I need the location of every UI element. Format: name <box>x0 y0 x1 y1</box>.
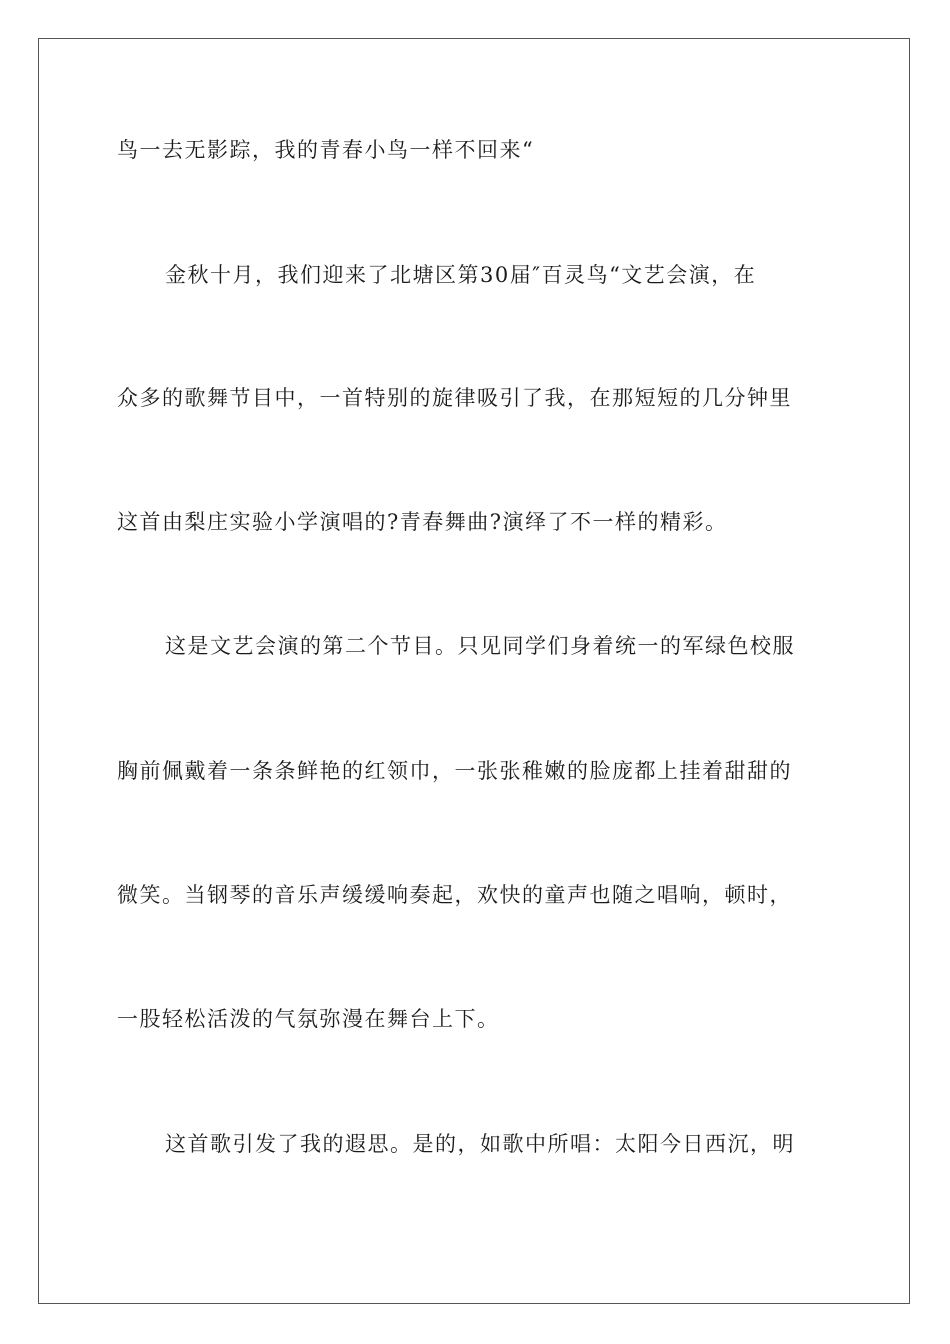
text-line-3: 众多的歌舞节目中，一首特别的旋律吸引了我，在那短短的几分钟里 <box>117 386 792 410</box>
text-line-1: 鸟一去无影踪，我的青春小鸟一样不回来“ <box>117 138 535 162</box>
page-border <box>38 38 910 1304</box>
text-line-8: 一股轻松活泼的气氛弥漫在舞台上下。 <box>117 1007 500 1031</box>
text-line-7: 微笑。当钢琴的音乐声缓缓响奏起，欢快的童声也随之唱响，顿时， <box>117 883 792 907</box>
text-line-5: 这是文艺会演的第二个节目。只见同学们身着统一的军绿色校服 <box>165 634 795 658</box>
text-line-2: 金秋十月，我们迎来了北塘区第30届″百灵鸟“文艺会演，在 <box>165 263 757 287</box>
text-line-9: 这首歌引发了我的遐思。是的，如歌中所唱：太阳今日西沉，明 <box>165 1132 795 1156</box>
text-line-6: 胸前佩戴着一条条鲜艳的红领巾，一张张稚嫩的脸庞都上挂着甜甜的 <box>117 759 792 783</box>
text-line-4: 这首由梨庄实验小学演唱的?青春舞曲?演绎了不一样的精彩。 <box>117 510 728 534</box>
